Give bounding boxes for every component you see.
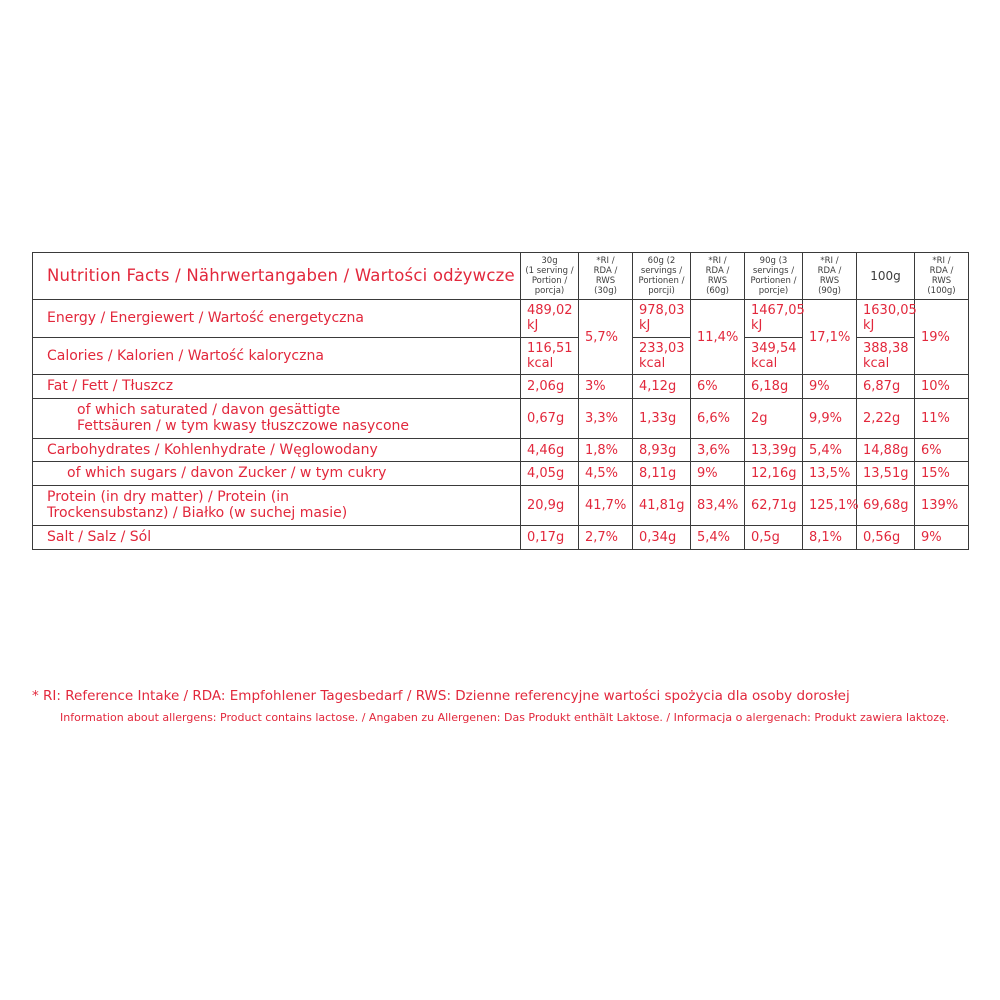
- ri-protein-100g: 139%: [915, 485, 969, 525]
- ri-energy-60g: 11,4%: [691, 300, 745, 375]
- table-row: [33, 300, 969, 338]
- col-header-line: porcja): [534, 286, 565, 297]
- row-label-calories: Calories / Kalorien / Wartość kaloryczna: [33, 337, 521, 375]
- value-sugars-30g: 4,05g: [521, 462, 579, 486]
- ri-sugars-30g: 4,5%: [579, 462, 633, 486]
- ri-protein-60g: 83,4%: [691, 485, 745, 525]
- col-header-line: RWS: [931, 276, 952, 287]
- value-sugars-100g: 13,51g: [857, 462, 915, 486]
- value-calories-90g: 349,54 kcal: [745, 337, 803, 375]
- ri-carbohydrates-60g: 3,6%: [691, 438, 745, 462]
- col-header-line: (100g): [927, 286, 956, 297]
- col-header-line: servings /: [640, 266, 683, 277]
- ri-fat-100g: 10%: [915, 375, 969, 399]
- value-saturated-100g: 2,22g: [857, 398, 915, 438]
- col-header-line: *RI /: [820, 256, 839, 266]
- ri-sugars-90g: 13,5%: [803, 462, 857, 486]
- value-carbohydrates-60g: 8,93g: [633, 438, 691, 462]
- ri-saturated-100g: 11%: [915, 398, 969, 438]
- col-header-line: *RI /: [708, 256, 727, 266]
- value-saturated-30g: 0,67g: [521, 398, 579, 438]
- value-fat-60g: 4,12g: [633, 375, 691, 399]
- col-header-line: RDA /: [593, 266, 618, 277]
- col-header-line: Portionen /: [638, 276, 685, 287]
- value-energy-30g: 489,02 kJ: [521, 300, 579, 338]
- row-label-carbohydrates: Carbohydrates / Kohlenhydrate / Węglowodany: [33, 438, 521, 462]
- value-protein-60g: 41,81g: [633, 485, 691, 525]
- value-calories-60g: 233,03 kcal: [633, 337, 691, 375]
- col-header-line: Portion /: [531, 276, 568, 287]
- row-label-line: Protein (in dry matter) / Protein (in: [47, 488, 289, 505]
- col-header-line: RWS: [819, 276, 840, 287]
- table-row: [33, 485, 969, 525]
- nutrition-table-panel: [32, 252, 968, 550]
- row-label-line: of which saturated / davon gesättigte: [77, 401, 341, 418]
- column-header-90g: [745, 253, 803, 300]
- value-sugars-60g: 8,11g: [633, 462, 691, 486]
- col-header-line: (90g): [818, 286, 841, 297]
- ri-energy-30g: 5,7%: [579, 300, 633, 375]
- col-header-line: Portionen /: [750, 276, 797, 287]
- table-row: [33, 525, 969, 549]
- ri-fat-60g: 6%: [691, 375, 745, 399]
- column-header-60g: [633, 253, 691, 300]
- ri-carbohydrates-90g: 5,4%: [803, 438, 857, 462]
- ri-saturated-30g: 3,3%: [579, 398, 633, 438]
- table-row: [33, 462, 969, 486]
- col-header-line: *RI /: [932, 256, 951, 266]
- ri-carbohydrates-100g: 6%: [915, 438, 969, 462]
- value-sugars-90g: 12,16g: [745, 462, 803, 486]
- ri-carbohydrates-30g: 1,8%: [579, 438, 633, 462]
- row-label-line: Trockensubstanz) / Białko (w suchej masie): [47, 505, 348, 522]
- ri-sugars-60g: 9%: [691, 462, 745, 486]
- value-carbohydrates-100g: 14,88g: [857, 438, 915, 462]
- value-protein-100g: 69,68g: [857, 485, 915, 525]
- value-fat-100g: 6,87g: [857, 375, 915, 399]
- row-label-salt: Salt / Salz / Sól: [33, 525, 521, 549]
- col-header-line: porcji): [648, 286, 675, 297]
- row-label-energy: Energy / Energiewert / Wartość energetyczna: [33, 300, 521, 338]
- table-header-row: [33, 253, 969, 300]
- column-header-ri-100g: [915, 253, 969, 300]
- row-label-protein: [33, 485, 521, 525]
- ri-energy-90g: 17,1%: [803, 300, 857, 375]
- col-header-line: RDA /: [929, 266, 954, 277]
- value-carbohydrates-90g: 13,39g: [745, 438, 803, 462]
- col-header-line: (1 serving /: [525, 266, 574, 277]
- value-saturated-60g: 1,33g: [633, 398, 691, 438]
- col-header-line: *RI /: [596, 256, 615, 266]
- value-saturated-90g: 2g: [745, 398, 803, 438]
- value-energy-90g: 1467,05 kJ: [745, 300, 803, 338]
- ri-saturated-60g: 6,6%: [691, 398, 745, 438]
- row-label-saturated: [33, 398, 521, 438]
- value-calories-100g: 388,38 kcal: [857, 337, 915, 375]
- value-salt-90g: 0,5g: [745, 525, 803, 549]
- col-header-line: RDA /: [817, 266, 842, 277]
- value-salt-100g: 0,56g: [857, 525, 915, 549]
- table-row: [33, 398, 969, 438]
- ri-salt-90g: 8,1%: [803, 525, 857, 549]
- ri-salt-30g: 2,7%: [579, 525, 633, 549]
- value-salt-60g: 0,34g: [633, 525, 691, 549]
- col-header-line: servings /: [752, 266, 795, 277]
- ri-saturated-90g: 9,9%: [803, 398, 857, 438]
- table-row: [33, 438, 969, 462]
- col-header-line: porcje): [758, 286, 789, 297]
- ri-salt-60g: 5,4%: [691, 525, 745, 549]
- value-protein-30g: 20,9g: [521, 485, 579, 525]
- table-title: Nutrition Facts / Nährwertangaben / Wartości odżywcze: [33, 253, 521, 300]
- col-header-line: RWS: [595, 276, 616, 287]
- ri-energy-100g: 19%: [915, 300, 969, 375]
- col-header-line: 90g (3: [759, 256, 788, 266]
- ri-fat-90g: 9%: [803, 375, 857, 399]
- column-header-30g: [521, 253, 579, 300]
- column-header-ri-30g: [579, 253, 633, 300]
- value-protein-90g: 62,71g: [745, 485, 803, 525]
- col-header-line: RWS: [707, 276, 728, 287]
- value-fat-90g: 6,18g: [745, 375, 803, 399]
- col-header-line: 60g (2: [647, 256, 676, 266]
- value-calories-30g: 116,51 kcal: [521, 337, 579, 375]
- ri-sugars-100g: 15%: [915, 462, 969, 486]
- value-energy-100g: 1630,05 kJ: [857, 300, 915, 338]
- footnote-allergens: Information about allergens: Product contains lactose. / Angaben zu Allergenen: Das Produkt enthält Laktose. / Informacja o alergenach: Produkt zawiera laktozę.: [60, 711, 950, 724]
- col-header-line: (30g): [594, 286, 617, 297]
- col-header-line: 30g: [541, 256, 558, 266]
- ri-protein-30g: 41,7%: [579, 485, 633, 525]
- value-fat-30g: 2,06g: [521, 375, 579, 399]
- column-header-ri-90g: [803, 253, 857, 300]
- row-label-line: Fettsäuren / w tym kwasy tłuszczowe nasycone: [77, 418, 409, 435]
- col-header-line: (60g): [706, 286, 729, 297]
- ri-salt-100g: 9%: [915, 525, 969, 549]
- footnotes: [32, 688, 972, 724]
- value-carbohydrates-30g: 4,46g: [521, 438, 579, 462]
- row-label-fat: Fat / Fett / Tłuszcz: [33, 375, 521, 399]
- footnote-reference-intake: * RI: Reference Intake / RDA: Empfohlener Tagesbedarf / RWS: Dzienne referencyjne wartości spożycia dla osoby dorosłej: [32, 688, 850, 704]
- column-header-ri-60g: [691, 253, 745, 300]
- ri-protein-90g: 125,1%: [803, 485, 857, 525]
- row-label-sugars: of which sugars / davon Zucker / w tym cukry: [33, 462, 521, 486]
- table-row: [33, 375, 969, 399]
- column-header-100g: [857, 253, 915, 300]
- nutrition-facts-table: [32, 252, 969, 550]
- value-energy-60g: 978,03 kJ: [633, 300, 691, 338]
- col-header-line: 100g: [870, 268, 901, 283]
- ri-fat-30g: 3%: [579, 375, 633, 399]
- value-salt-30g: 0,17g: [521, 525, 579, 549]
- col-header-line: RDA /: [705, 266, 730, 277]
